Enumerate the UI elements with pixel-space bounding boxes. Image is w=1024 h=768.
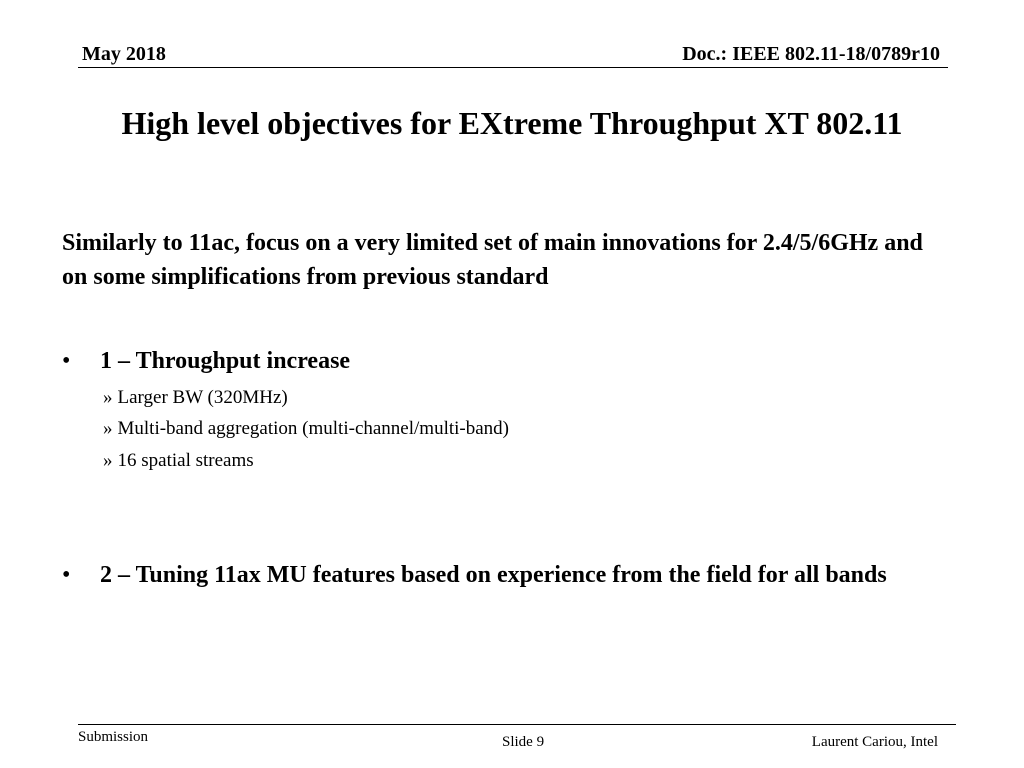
bullet-text: 2 – Tuning 11ax MU features based on experience from the field for all bands bbox=[100, 562, 887, 588]
sub-bullet-spatial-streams bbox=[103, 449, 254, 473]
footer-submission: Submission bbox=[78, 729, 149, 745]
sub-bullet-marker: » bbox=[103, 387, 113, 408]
bullet-marker: • bbox=[62, 562, 71, 588]
footer-author: Laurent Cariou, Intel bbox=[811, 734, 938, 750]
sub-bullet-multi-band bbox=[103, 417, 509, 441]
header-doc-id: Doc.: IEEE 802.11-18/0789r10 bbox=[682, 43, 940, 65]
sub-bullet-marker: » bbox=[103, 418, 113, 439]
header-divider bbox=[78, 67, 948, 68]
sub-bullet-text: Multi-band aggregation (multi-channel/multi-band) bbox=[117, 418, 510, 439]
slide-title: High level objectives for EXtreme Throughput XT 802.11 bbox=[121, 105, 903, 141]
bullet-text: 1 – Throughput increase bbox=[100, 348, 351, 374]
bullet-mu-features bbox=[62, 558, 962, 592]
intro-paragraph: Similarly to 11ac, focus on a very limited set of main innovations for 2.4/5/6GHz and on some simplifications from previous standard bbox=[62, 230, 923, 290]
footer-divider bbox=[78, 724, 956, 725]
sub-bullet-larger-bw bbox=[103, 386, 288, 410]
sub-bullet-text: 16 spatial streams bbox=[117, 450, 254, 471]
bullet-marker: • bbox=[62, 348, 71, 374]
footer-slide-number: Slide 9 bbox=[502, 734, 545, 750]
header-date: May 2018 bbox=[82, 43, 166, 65]
sub-bullet-marker: » bbox=[103, 450, 113, 471]
bullet-throughput bbox=[62, 344, 962, 378]
sub-bullet-text: Larger BW (320MHz) bbox=[117, 387, 288, 408]
